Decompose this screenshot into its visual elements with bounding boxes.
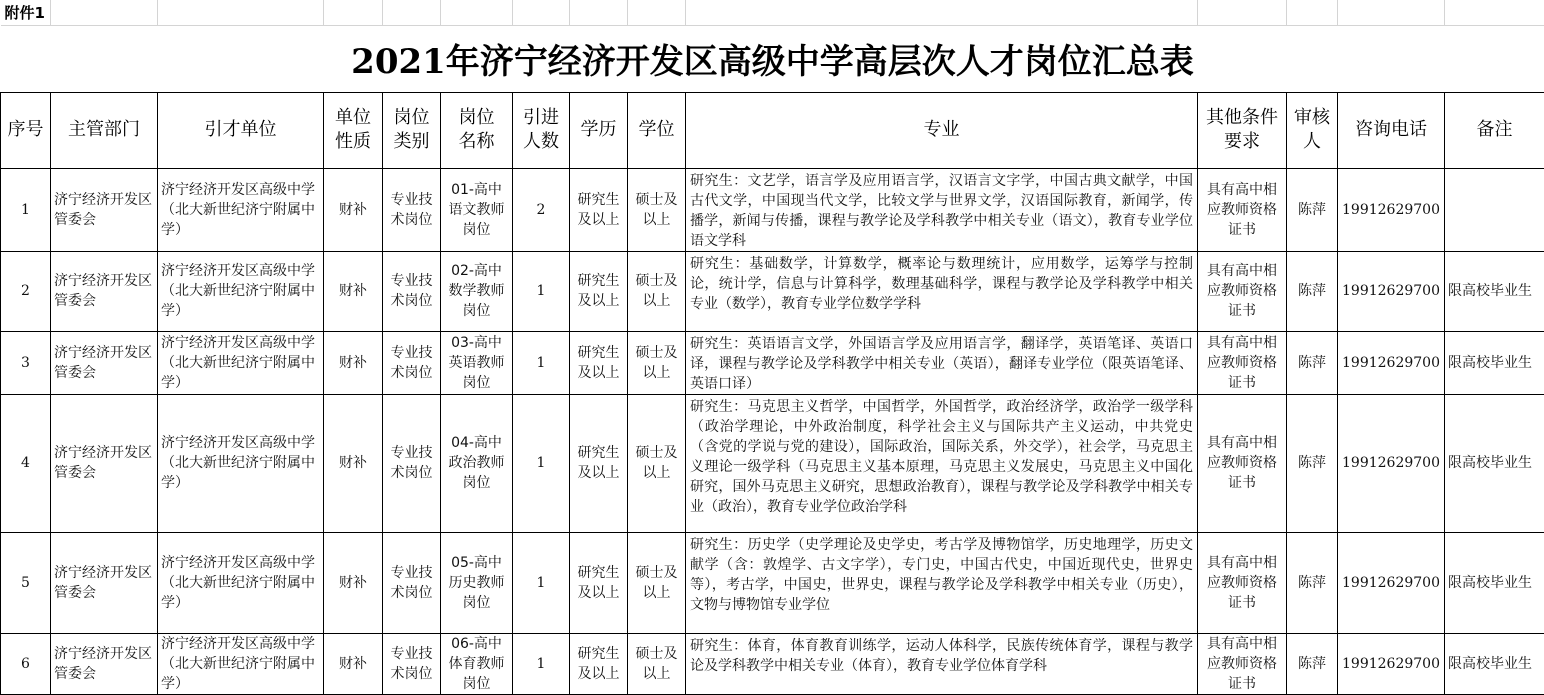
cell-nature[interactable]: 财补 [324,168,383,251]
cell-other[interactable]: 具有高中相应教师资格证书 [1198,532,1287,633]
header-degree[interactable]: 学位 [628,92,686,168]
cell-reviewer[interactable]: 陈萍 [1287,633,1338,694]
cell-count[interactable]: 1 [513,251,570,331]
cell-unit[interactable]: 济宁经济开发区高级中学（北大新世纪济宁附属中学） [158,168,324,251]
cell-phone[interactable]: 19912629700 [1338,532,1445,633]
cell-reviewer[interactable]: 陈萍 [1287,168,1338,251]
cell-nature[interactable]: 财补 [324,331,383,394]
header-count[interactable]: 引进 人数 [513,92,570,168]
cell-remark[interactable]: 限高校毕业生 [1445,394,1544,532]
header-category[interactable]: 岗位 类别 [383,92,441,168]
cell-category[interactable]: 专业技术岗位 [383,532,441,633]
cell-seq[interactable]: 3 [1,331,51,394]
cell-dept[interactable]: 济宁经济开发区管委会 [51,532,158,633]
cell-category[interactable]: 专业技术岗位 [383,633,441,694]
cell-education[interactable]: 研究生及以上 [570,394,628,532]
table-row [1,331,1544,394]
cell-nature[interactable]: 财补 [324,633,383,694]
cell-major[interactable]: 研究生：马克思主义哲学，中国哲学，外国哲学，政治经济学，政治学一级学科（政治学理论，中外政治制度，科学社会主义与国际共产主义运动，中共党史（含党的学说与党的建设），国际政治，国际关系，外交学），社会学，马克思主义理论一级学科（马克思主义基本原理，马克思主义发展史，马克思主义中国化研究，国外马克思主义研究，思想政治教育），课程与教学论及学科教学中相关专业（政治），教育专业学位政治学科 [686,394,1198,532]
cell-seq[interactable]: 5 [1,532,51,633]
cell-unit[interactable]: 济宁经济开发区高级中学（北大新世纪济宁附属中学） [158,394,324,532]
header-seq[interactable]: 序号 [1,92,51,168]
cell-count[interactable]: 1 [513,331,570,394]
cell-major[interactable]: 研究生：体育，体育教育训练学，运动人体科学，民族传统体育学，课程与教学论及学科教学中相关专业（体育），教育专业学位体育学科 [686,633,1198,694]
cell-degree[interactable]: 硕士及以上 [628,168,686,251]
cell-other[interactable]: 具有高中相应教师资格证书 [1198,633,1287,694]
header-remark[interactable]: 备注 [1445,92,1544,168]
cell-degree[interactable]: 硕士及以上 [628,633,686,694]
cell-degree[interactable]: 硕士及以上 [628,532,686,633]
cell-nature[interactable]: 财补 [324,394,383,532]
cell-category[interactable]: 专业技术岗位 [383,168,441,251]
cell-dept[interactable]: 济宁经济开发区管委会 [51,633,158,694]
cell-education[interactable]: 研究生及以上 [570,251,628,331]
header-unit[interactable]: 引才单位 [158,92,324,168]
page-title[interactable]: 2021年济宁经济开发区高级中学高层次人才岗位汇总表 [1,25,1544,92]
cell-degree[interactable]: 硕士及以上 [628,394,686,532]
cell-major[interactable]: 研究生：英语语言文学，外国语言学及应用语言学，翻译学，英语笔译、英语口译，课程与教学论及学科教学中相关专业（英语），翻译专业学位（限英语笔译、英语口译） [686,331,1198,394]
cell-other[interactable]: 具有高中相应教师资格证书 [1198,331,1287,394]
cell-unit[interactable]: 济宁经济开发区高级中学（北大新世纪济宁附属中学） [158,532,324,633]
cell-phone[interactable]: 19912629700 [1338,168,1445,251]
cell-phone[interactable]: 19912629700 [1338,394,1445,532]
header-row [1,92,1544,168]
cell-category[interactable]: 专业技术岗位 [383,394,441,532]
cell-remark[interactable]: 限高校毕业生 [1445,251,1544,331]
header-major[interactable]: 专业 [686,92,1198,168]
cell-post[interactable]: 06-高中体育教师岗位 [441,633,513,694]
cell-other[interactable]: 具有高中相应教师资格证书 [1198,168,1287,251]
cell-remark[interactable] [1445,168,1544,251]
cell-post[interactable]: 05-高中历史教师岗位 [441,532,513,633]
cell-nature[interactable]: 财补 [324,532,383,633]
cell-reviewer[interactable]: 陈萍 [1287,394,1338,532]
cell-unit[interactable]: 济宁经济开发区高级中学（北大新世纪济宁附属中学） [158,251,324,331]
table-row [1,251,1544,331]
cell-education[interactable]: 研究生及以上 [570,168,628,251]
cell-count[interactable]: 2 [513,168,570,251]
attachment-label[interactable]: 附件1 [1,0,51,25]
header-other[interactable]: 其他条件 要求 [1198,92,1287,168]
cell-degree[interactable]: 硕士及以上 [628,331,686,394]
cell-seq[interactable]: 2 [1,251,51,331]
header-post[interactable]: 岗位 名称 [441,92,513,168]
cell-remark[interactable]: 限高校毕业生 [1445,331,1544,394]
cell-education[interactable]: 研究生及以上 [570,633,628,694]
cell-remark[interactable]: 限高校毕业生 [1445,532,1544,633]
header-dept[interactable]: 主管部门 [51,92,158,168]
cell-remark[interactable]: 限高校毕业生 [1445,633,1544,694]
cell-reviewer[interactable]: 陈萍 [1287,331,1338,394]
cell-major[interactable]: 研究生：文艺学，语言学及应用语言学，汉语言文字学，中国古典文献学，中国古代文学，中国现当代文学，比较文学与世界文学，汉语国际教育，新闻学，传播学，新闻与传播，课程与教学论及学科教学中相关专业（语文），教育专业学位语文学科 [686,168,1198,251]
cell-post[interactable]: 04-高中政治教师岗位 [441,394,513,532]
cell-dept[interactable]: 济宁经济开发区管委会 [51,331,158,394]
cell-category[interactable]: 专业技术岗位 [383,331,441,394]
cell-seq[interactable]: 4 [1,394,51,532]
cell-other[interactable]: 具有高中相应教师资格证书 [1198,394,1287,532]
cell-unit[interactable]: 济宁经济开发区高级中学（北大新世纪济宁附属中学） [158,331,324,394]
cell-degree[interactable]: 硕士及以上 [628,251,686,331]
cell-category[interactable]: 专业技术岗位 [383,251,441,331]
cell-unit[interactable]: 济宁经济开发区高级中学（北大新世纪济宁附属中学） [158,633,324,694]
cell-reviewer[interactable]: 陈萍 [1287,251,1338,331]
cell-education[interactable]: 研究生及以上 [570,331,628,394]
table-row [1,394,1544,532]
cell-post[interactable]: 03-高中英语教师岗位 [441,331,513,394]
cell-seq[interactable]: 6 [1,633,51,694]
header-nature[interactable]: 单位 性质 [324,92,383,168]
cell-phone[interactable]: 19912629700 [1338,331,1445,394]
cell-seq[interactable]: 1 [1,168,51,251]
header-reviewer[interactable]: 审核 人 [1287,92,1338,168]
cell-nature[interactable]: 财补 [324,251,383,331]
table-row [1,532,1544,633]
cell-count[interactable]: 1 [513,532,570,633]
cell-count[interactable]: 1 [513,633,570,694]
header-phone[interactable]: 咨询电话 [1338,92,1445,168]
title-row [1,25,1544,92]
cell-dept[interactable]: 济宁经济开发区管委会 [51,251,158,331]
cell-major[interactable]: 研究生：基础数学，计算数学，概率论与数理统计，应用数学，运筹学与控制论，统计学，信息与计算科学，数理基础科学，课程与教学论及学科教学中相关专业（数学），教育专业学位数学学科 [686,251,1198,331]
cell-phone[interactable]: 19912629700 [1338,251,1445,331]
cell-education[interactable]: 研究生及以上 [570,532,628,633]
cell-count[interactable]: 1 [513,394,570,532]
header-education[interactable]: 学历 [570,92,628,168]
attachment-row [1,0,1544,25]
table-row [1,633,1544,694]
table-row [1,168,1544,251]
cell-phone[interactable]: 19912629700 [1338,633,1445,694]
cell-reviewer[interactable]: 陈萍 [1287,532,1338,633]
cell-major[interactable]: 研究生：历史学（史学理论及史学史，考古学及博物馆学，历史地理学，历史文献学（含：敦煌学、古文字学），专门史，中国古代史，中国近现代史，世界史等），考古学，中国史，世界史，课程与教学论及学科教学中相关专业（历史），文物与博物馆专业学位 [686,532,1198,633]
cell-dept[interactable]: 济宁经济开发区管委会 [51,394,158,532]
cell-post[interactable]: 01-高中语文教师岗位 [441,168,513,251]
cell-post[interactable]: 02-高中数学教师岗位 [441,251,513,331]
cell-other[interactable]: 具有高中相应教师资格证书 [1198,251,1287,331]
cell-dept[interactable]: 济宁经济开发区管委会 [51,168,158,251]
